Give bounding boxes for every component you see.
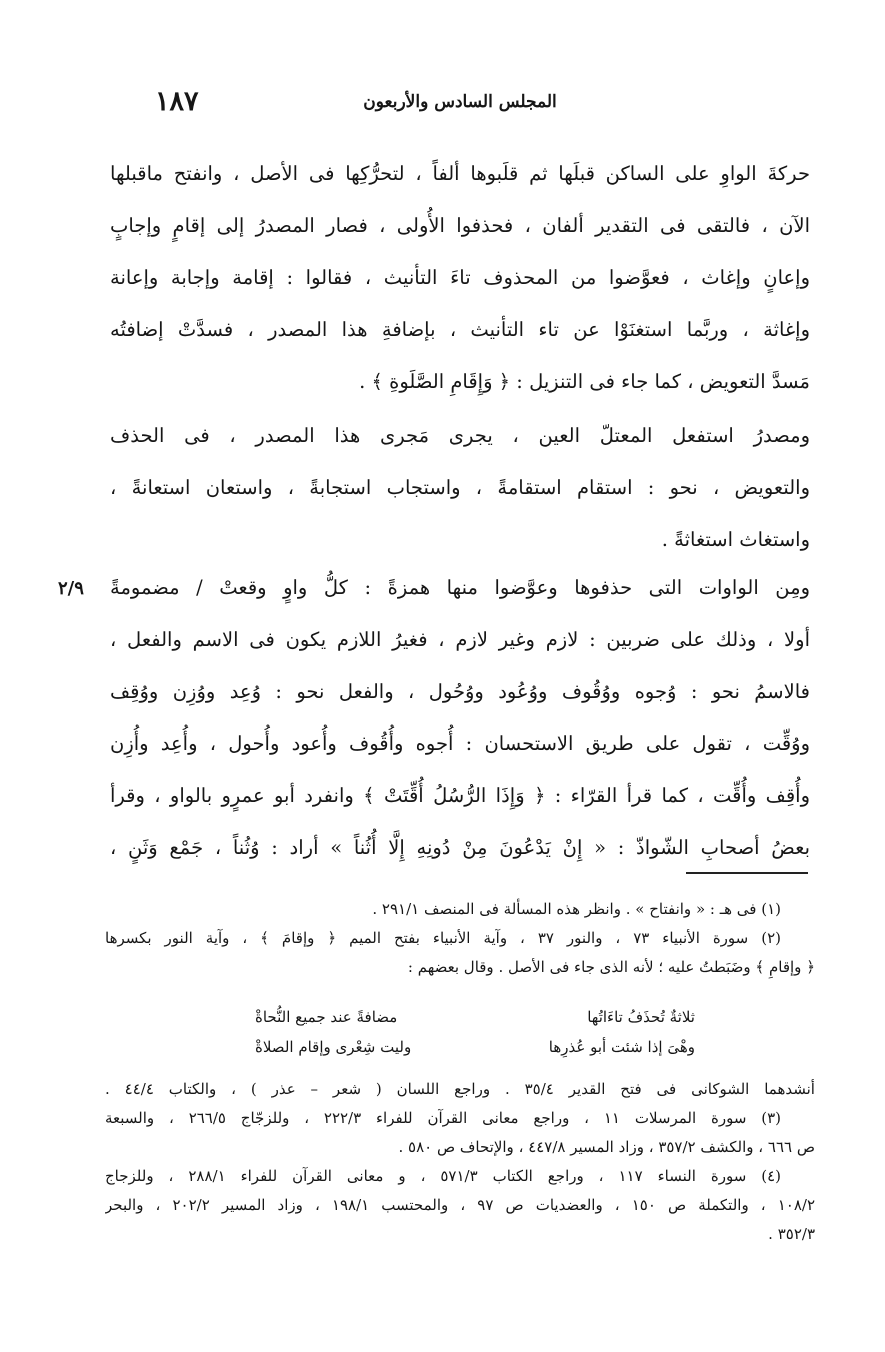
text-line: ووُقِّت ، تقول على طريق الاستحسان : أُجوه وأُقُوف وأُعود وأُحول ، وأُعِد وأُزِن (110, 732, 810, 755)
text-line: مَسدَّ التعويض ، كما جاء فى التنزيل : ﴿ وَإِقَامِ الصَّلَوةِ ﴾ . (359, 370, 810, 393)
footnote-1: (١) فى هـ : « وانفتاح » . وانظر هذه المسألة فى المنصف ٢٩١/١ . (372, 900, 781, 918)
footnote-4-line: ٣٥٢/٣ . (768, 1225, 815, 1243)
footnote-3: (٣) سورة المرسلات ١١ ، وراجع معانى القرآن للفراء ٢٢٢/٣ ، وللزجّاج ٢٦٦/٥ ، والسبعة (105, 1109, 782, 1127)
footnote-4-line: ١٠٨/٢ ، والتكملة ص ١٥٠ ، والعضديات ص ٩٧ ، والمحتسب ١٩٨/١ ، وزاد المسير ٢٠٢/٢ ، والبحر (105, 1196, 815, 1214)
verse-hemistich-second: وليت شِعْرى وإقام الصلاةْ (255, 1038, 412, 1056)
verse-hemistich-first: وهْىَ إذا شئت أبو عُذرِها (548, 1038, 695, 1056)
page-header (110, 86, 810, 122)
paragraph-2 (110, 410, 810, 566)
page-number: ١٨٧ (155, 86, 199, 117)
footnote-2-source: أنشدهما الشوكانى فى فتح القدير ٣٥/٤ . وراجع اللسان ( شعر – عذر ) ، والكتاب ٤٤/٤ . (105, 1080, 815, 1098)
footnotes-continued (105, 1075, 815, 1249)
verse-line (255, 1002, 695, 1032)
footnote-3-line: ص ٦٦٦ ، والكشف ٣٥٧/٢ ، وزاد المسير ٤٤٧/٨ ، والإتحاف ص ٥٨٠ . (398, 1138, 815, 1156)
paragraph-3 (110, 562, 810, 874)
paragraph-1 (110, 148, 810, 408)
text-line: والتعويض ، نحو : استقام استقامةً ، واستجاب استجابةً ، واستعان استعانةً ، (110, 476, 810, 499)
footnotes (105, 895, 815, 982)
text-line: حركةَ الواوِ على الساكن قبلَها ثم قلَبوها ألفاً ، لتحرُّكِها فى الأصل ، وانفتح ماقبلها (110, 162, 810, 185)
footnote-4: (٤) سورة النساء ١١٧ ، وراجع الكتاب ٥٧١/٣ ، و معانى القرآن للفراء ٢٨٨/١ ، وللزجاج (105, 1167, 781, 1185)
verse-line (255, 1032, 695, 1062)
text-line: فالاسمُ نحو : وُجوه ووُقُوف ووُعُود ووُحُول ، والفعل نحو : وُعِد ووُزِن ووُقِف (110, 680, 810, 703)
text-line: وأُقِف وأُقِّت ، كما قرأ القرّاء : ﴿ وَإِذَا الرُّسُلُ أُقِّتَتْ ﴾ وانفرد أبو عمرٍو بالواو ، وقرأ (110, 784, 810, 807)
text-line: ومصدرُ استفعل المعتلّ العين ، يجرى مَجرى هذا المصدر ، فى الحذف (110, 424, 810, 447)
verse-hemistich-second: مضافةً عند جميع النُّحاةْ (255, 1008, 398, 1026)
text-line: الآن ، فالتقى فى التقدير ألفان ، فحذفوا الأُولى ، فصار المصدرُ إلى إقامٍ وإجابٍ (110, 214, 810, 237)
text-line: وإعانٍ وإغاث ، فعوَّضوا من المحذوف تاءَ التأنيث ، فقالوا : إقامة وإجابة وإعانة (110, 266, 810, 289)
text-line: ومِن الواوات التى حذفوها وعوَّضوا منها همزةً : كلُّ واوٍ وقعتْ / مضمومةً (110, 576, 810, 599)
verse-hemistich-first: ثلاثةٌ تُحذَفُ تاءَاتُها (587, 1008, 695, 1026)
footnote-separator (686, 872, 808, 874)
footnote-2-line: ﴿ وإقامِ ﴾ وضَبَطتُ عليه ؛ لأنه الذى جاء فى الأصل . وقال بعضهم : (407, 958, 815, 976)
verse-block (255, 1002, 695, 1062)
text-line: وإغاثة ، وربَّما استغنَوْا عن تاء التأنيث ، بإضافةِ هذا المصدر ، فسدَّتْ إضافتُه (110, 318, 810, 341)
text-line: واستغاث استغاثةً . (661, 528, 810, 551)
running-title: المجلس السادس والأربعون (363, 92, 557, 112)
footnote-2: (٢) سورة الأنبياء ٧٣ ، والنور ٣٧ ، وآية الأنبياء بفتح الميم ﴿ وإقامَ ﴾ ، وآية النور بكسرها (105, 929, 781, 947)
margin-manuscript-folio: ٢/٩ (58, 578, 84, 599)
text-line: بعضُ أصحابِ الشّواذّ : « إِنْ يَدْعُونَ مِنْ دُونِهِ إِلَّا أُثُناً » أراد : وُثُناً ، جَمْع وَثَنٍ ، (110, 836, 810, 859)
text-line: أولا ، وذلك على ضربين : لازم وغير لازم ، فغيرُ اللازم يكون فى الاسم والفعل ، (110, 628, 810, 651)
